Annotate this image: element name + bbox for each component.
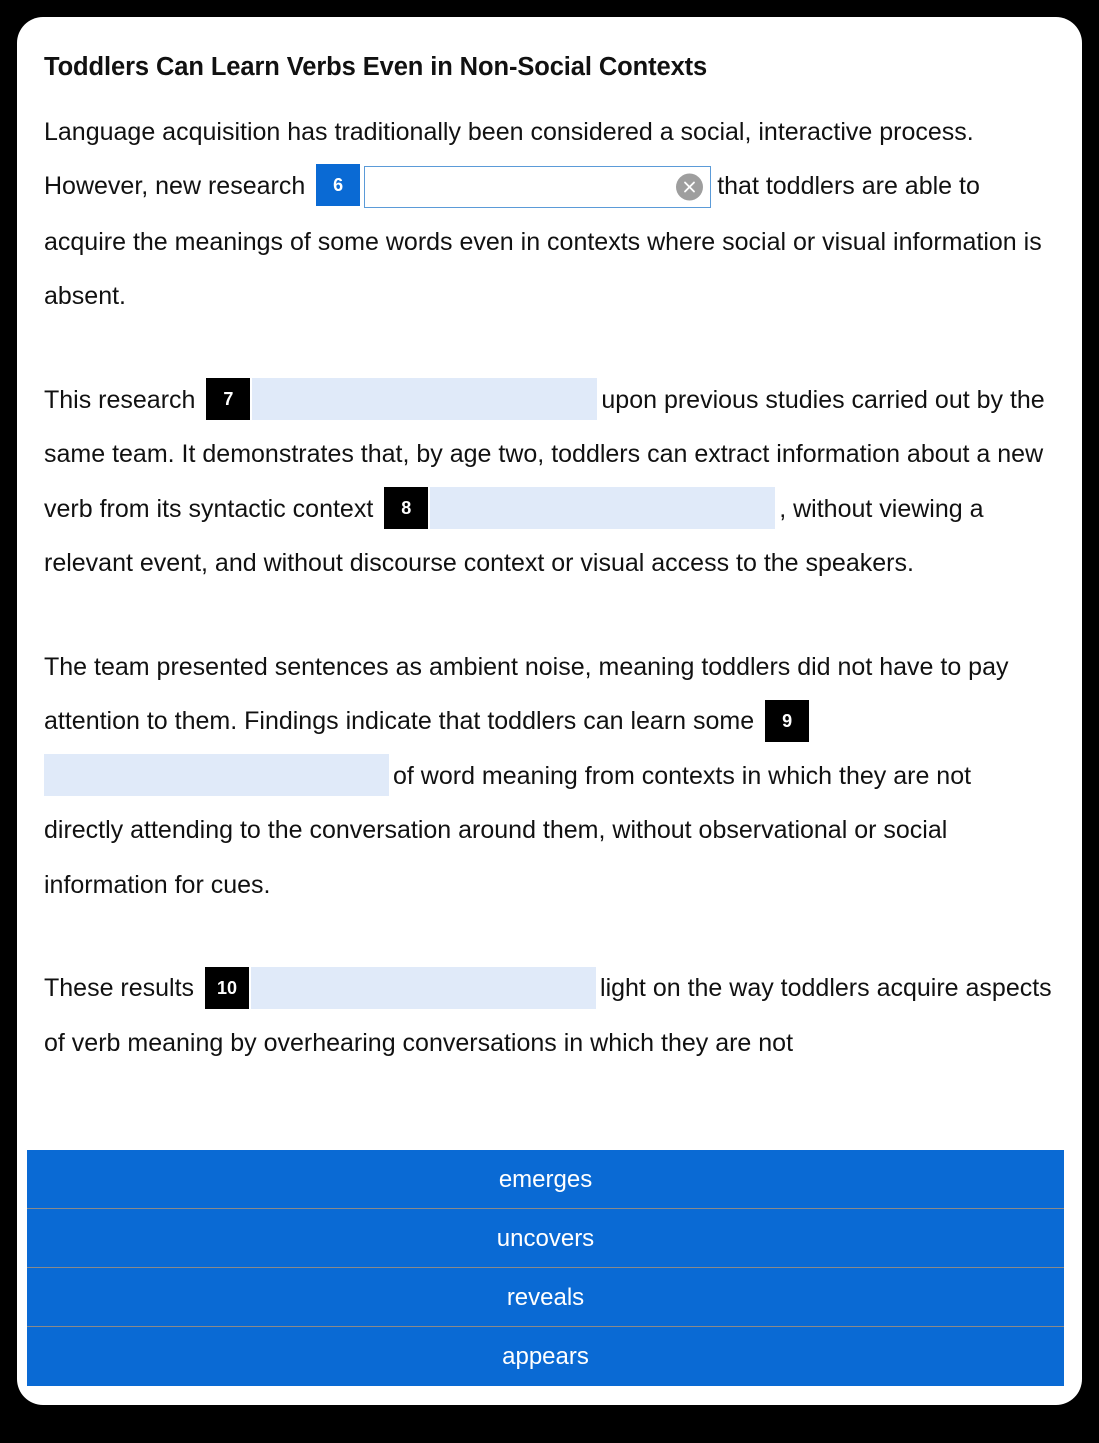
- paragraph-3-text-1: The team presented sentences as ambient noise, meaning toddlers did not have to pay attention to them. Findings indicate that toddlers can learn some: [44, 652, 1016, 736]
- paragraph-1-text-2: that toddlers are able to acquire the meanings of some words even in contexts where social or visual information is absent.: [44, 172, 1049, 311]
- answer-blank-8[interactable]: [430, 487, 775, 529]
- answer-blank-9[interactable]: [44, 754, 389, 796]
- paragraph-4-text-2: light on the way toddlers acquire aspects of verb meaning by overhearing conversations in which they are not: [44, 974, 1059, 1057]
- dropdown-option-emerges[interactable]: emerges: [27, 1150, 1064, 1209]
- answer-blank-7[interactable]: [252, 378, 597, 420]
- paragraph-3: [44, 640, 1054, 913]
- card-content: [17, 17, 1082, 1070]
- blank-marker-10[interactable]: 10: [205, 967, 249, 1009]
- paragraph-2-text-3: , without viewing a relevant event, and without discourse context or visual access to the speakers.: [44, 494, 991, 578]
- paragraph-3-text-2: of word meaning from contexts in which they are not directly attending to the conversation around them, without observational or social information for cues.: [44, 761, 979, 899]
- paragraph-1-text-1: Language acquisition has traditionally been considered a social, interactive process. However, new research: [44, 117, 981, 201]
- paragraph-4-text-1: These results: [44, 974, 202, 1003]
- paragraph-2-text-1: This research: [44, 385, 203, 414]
- dropdown-option-appears[interactable]: appears: [27, 1327, 1064, 1386]
- answer-combobox-6-wrapper: [362, 160, 717, 215]
- clear-icon[interactable]: [676, 174, 703, 201]
- reading-task-card: [17, 17, 1082, 1405]
- paragraph-1: [44, 105, 1054, 324]
- answer-options-dropdown: [27, 1150, 1064, 1386]
- blank-marker-7[interactable]: 7: [206, 378, 250, 420]
- blank-marker-8[interactable]: 8: [384, 487, 428, 529]
- page-title: Toddlers Can Learn Verbs Even in Non-Social Contexts: [44, 53, 708, 81]
- answer-blank-10[interactable]: [251, 967, 596, 1009]
- paragraph-4: [44, 961, 1059, 1070]
- dropdown-option-uncovers[interactable]: uncovers: [27, 1209, 1064, 1268]
- dropdown-option-reveals[interactable]: reveals: [27, 1268, 1064, 1327]
- paragraph-2: [44, 373, 1054, 591]
- blank-marker-6[interactable]: 6: [316, 164, 360, 206]
- blank-marker-9[interactable]: 9: [765, 700, 809, 742]
- answer-input-6[interactable]: [364, 166, 711, 208]
- paragraph-2-text-2: upon previous studies carried out by the same team. It demonstrates that, by age two, toddlers can extract information about a new verb from its syntactic context: [44, 385, 1052, 523]
